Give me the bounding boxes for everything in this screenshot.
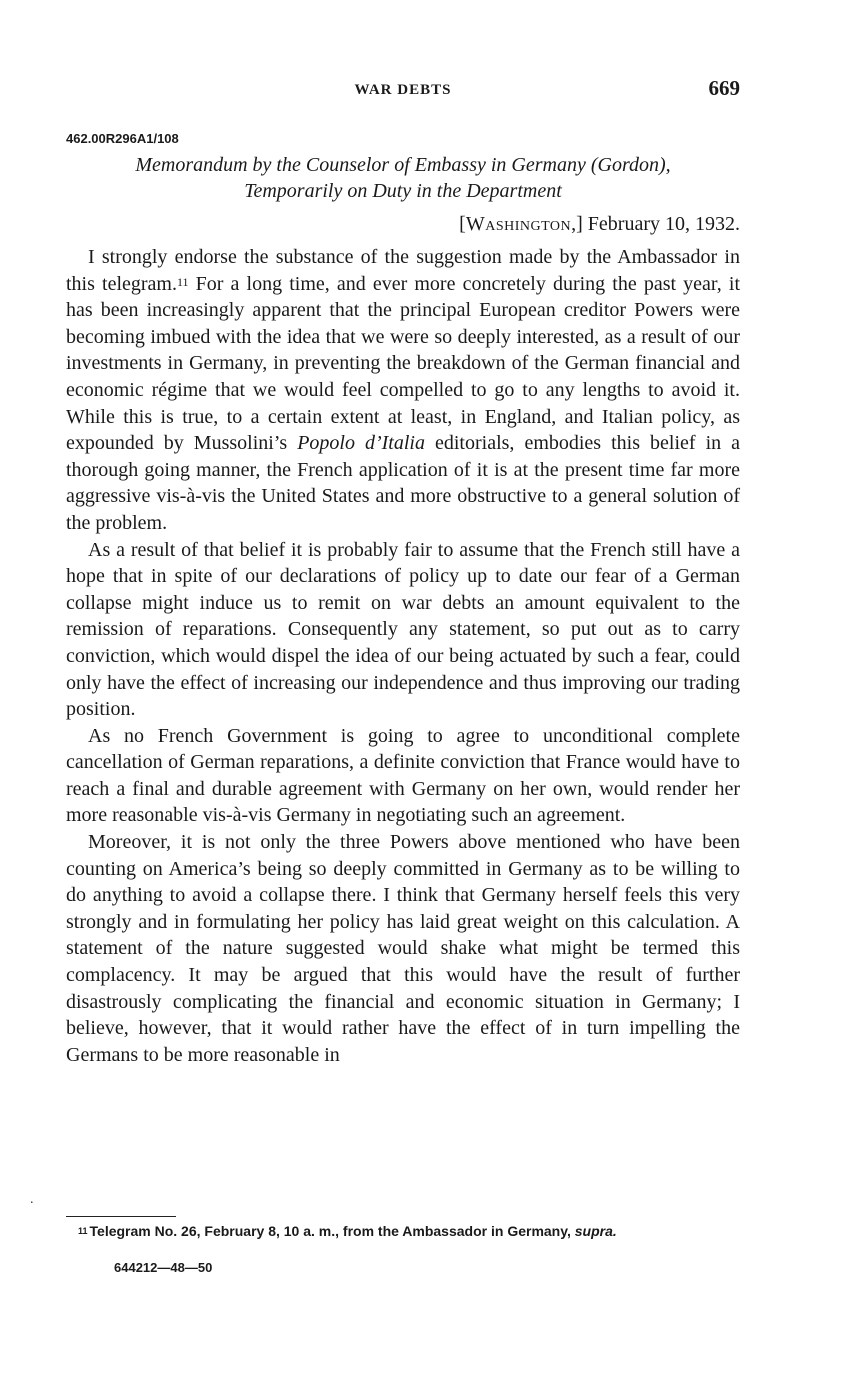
dateline-rest: ,] February 10, 1932. — [571, 213, 740, 235]
paragraph-1 — [66, 244, 740, 537]
paragraph-3: As no French Government is going to agree to unconditional complete cancellation of German reparations, a definite conviction that France would have to reach a final and durable agreement with Germany on her own, would render her more reasonable vis-à-vis Germany in negotiating such an agreement. — [66, 724, 740, 827]
footnote-reference: 11 — [176, 274, 189, 289]
footnote-italic: supra. — [574, 1223, 617, 1239]
dateline-open: [ — [459, 213, 466, 235]
paragraph-1-part-b: For a long time, and ever more concretely during the past year, it has been increasingly apparent that the principal European creditor Powers were becoming imbued with the idea that we were so deeply interested, as a result of our investments in Germany, in preventing the breakdown of the German financial and economic régime that we would feel compelled to go to any lengths to avoid it. While this is true, to a certain extent at least, in England, and Italian policy, as expounded by Mussolini’s — [66, 272, 741, 455]
paragraph-1-part-a: I strongly endorse the substance of the suggestion made by the Ambassador in this telegram. — [66, 246, 740, 295]
document-title — [66, 152, 740, 204]
paragraph-2: As a result of that belief it is probably fair to assume that the French still have a hope that in spite of our declarations of policy up to date our fear of a German collapse might induce us to remit on war debts an amount equivalent to the remission of reparations. Consequently any statement, so put out as to carry conviction, which would dispel the idea of our being actuated by such a fear, could only have the effect of increasing our independence and thus improving our trading position. — [66, 538, 740, 721]
stray-mark: . — [30, 1192, 34, 1207]
footnote-mark: 11 — [78, 1226, 88, 1236]
memorandum-body — [66, 244, 740, 1068]
document-title-line-2: Temporarily on Duty in the Department — [244, 180, 562, 202]
paragraph-4: Moreover, it is not only the three Powers above mentioned who have been counting on America’s being so deeply committed in Germany as to be willing to do anything to avoid a collapse there. I think that Germany herself feels this very strongly and in formulating her policy has laid great weight on this calculation. A statement of the nature suggested would shake what might be termed this complacency. It may be argued that this would have the result of further disastrously complicating the financial and economic situation in Germany; I believe, however, that it would rather have the effect of in turn impelling the Germans to be more reasonable in — [66, 831, 740, 1066]
footnote-text: Telegram No. 26, February 8, 10 a. m., from the Ambassador in Germany, — [89, 1223, 571, 1239]
footnote — [66, 1223, 740, 1240]
file-number: 462.00R296A1/108 — [66, 131, 179, 146]
newspaper-title: Popolo d’Italia — [297, 432, 425, 455]
running-title: WAR DEBTS — [354, 82, 452, 98]
dateline — [459, 213, 740, 236]
paragraph-1-part-c: editorials, embodies this belief in a thorough going manner, the French application of it is at the present time far more aggressive vis-à-vis the United States and more obstructive to a general solution of the problem. — [66, 432, 741, 534]
print-code: 644212—48—50 — [114, 1260, 213, 1275]
footnote-divider — [66, 1216, 176, 1217]
dateline-place: Washington — [465, 213, 572, 235]
document-title-line-1: Memorandum by the Counselor of Embassy in Germany (Gordon), — [135, 154, 671, 176]
page-number: 669 — [708, 76, 740, 100]
running-head — [66, 76, 740, 106]
